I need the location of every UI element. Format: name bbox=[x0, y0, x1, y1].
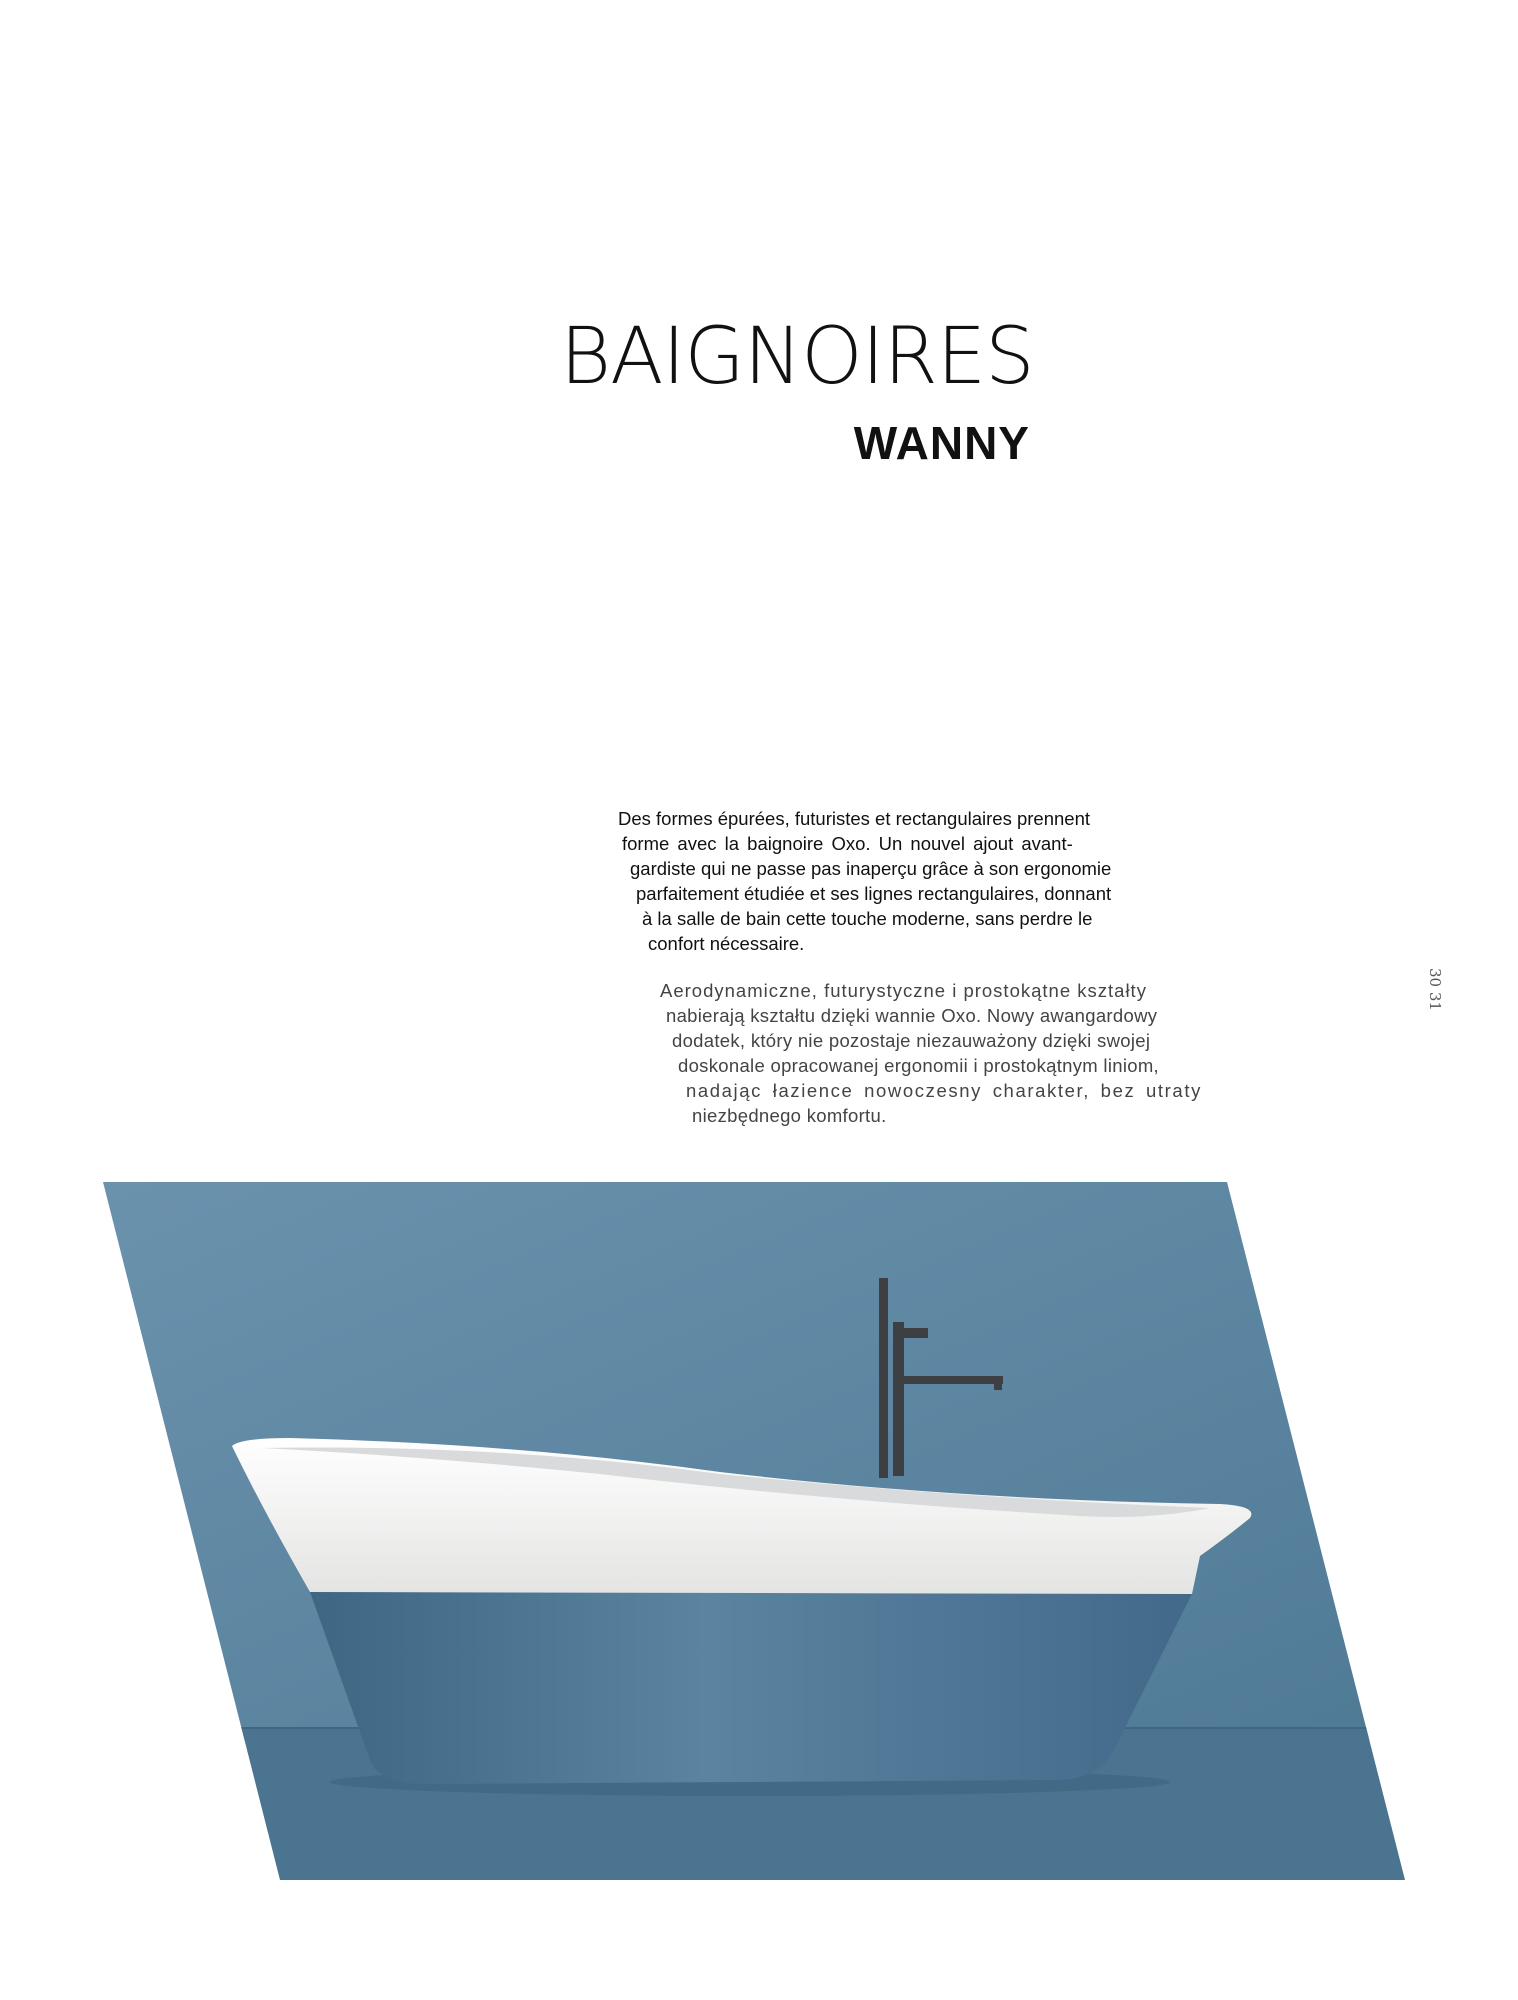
tub-base bbox=[310, 1592, 1192, 1784]
faucet-icon bbox=[879, 1278, 1003, 1478]
description-french bbox=[618, 806, 1111, 956]
description-line: Aerodynamiczne, futurystyczne i prostokątne kształty bbox=[660, 980, 1147, 1001]
page-title: BAIGNOIRES bbox=[560, 312, 1034, 402]
description-line: forme avec la baignoire Oxo. Un nouvel ajout avant- bbox=[622, 833, 1073, 854]
photo-wall bbox=[100, 1180, 1410, 1740]
description-line: dodatek, który nie pozostaje niezauważony dzięki swojej bbox=[672, 1030, 1151, 1051]
page-numbers: 30 31 bbox=[1426, 968, 1444, 1011]
description-line: nabierają kształtu dzięki wannie Oxo. Nowy awangardowy bbox=[666, 1005, 1158, 1026]
description-line: Des formes épurées, futuristes et rectangulaires prennent bbox=[618, 808, 1090, 829]
description-line: parfaitement étudiée et ses lignes rectangulaires, donnant bbox=[636, 883, 1112, 904]
description-polish bbox=[660, 978, 1202, 1128]
description-line: à la salle de bain cette touche moderne, sans perdre le bbox=[642, 908, 1093, 929]
description-line: gardiste qui ne passe pas inaperçu grâce à son ergonomie bbox=[630, 858, 1112, 879]
description-line: nadając łazience nowoczesny charakter, bez utraty bbox=[686, 1080, 1202, 1101]
tub-rim bbox=[232, 1438, 1251, 1594]
photo-floor bbox=[100, 1728, 1410, 1888]
tub-interior bbox=[262, 1448, 1210, 1517]
description-line: doskonale opracowanej ergonomii i prostokątnym liniom, bbox=[678, 1055, 1159, 1076]
description-line: confort nécessaire. bbox=[648, 933, 805, 954]
description-line: niezbędnego komfortu. bbox=[692, 1105, 887, 1126]
page-subtitle: WANNY bbox=[853, 417, 1030, 469]
